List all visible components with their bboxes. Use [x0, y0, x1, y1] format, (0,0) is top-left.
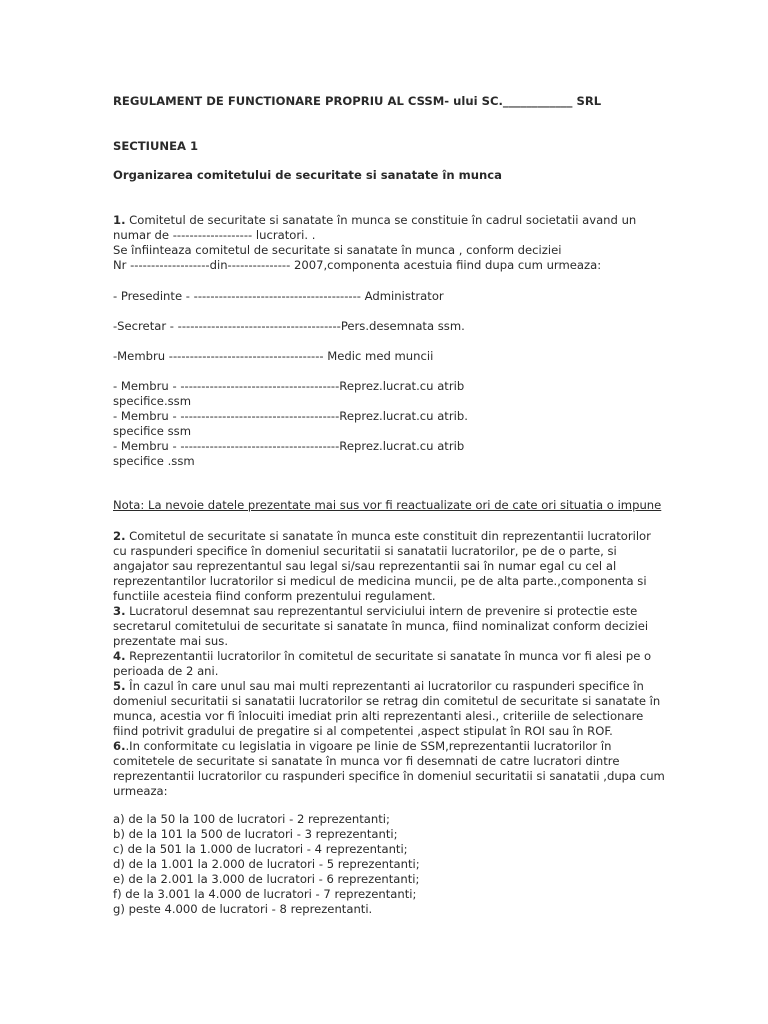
paragraph-line: prezentate mai sus. — [113, 634, 229, 648]
paragraph-line: reprezentantii lucratorilor cu raspunderi specifice în domeniul securitatii si sanatatii ,dupa cum — [113, 769, 665, 783]
document-title: REGULAMENT DE FUNCTIONARE PROPRIU AL CSSM- ului SC.____________ SRL — [113, 94, 602, 108]
section-subtitle: Organizarea comitetului de securitate si sanatate în munca — [113, 168, 502, 182]
paragraph-number: 3. — [113, 604, 126, 618]
note: Nota: La nevoie datele prezentate mai sus vor fi reactualizate ori de cate ori situatia o impune — [113, 498, 662, 512]
paragraph-number: 1. — [113, 213, 126, 227]
member-line: - Membru - --------------------------------------Reprez.lucrat.cu atrib — [113, 439, 465, 453]
list-item: c) de la 501 la 1.000 de lucratori - 4 reprezentanti; — [113, 842, 408, 856]
paragraph-number: 6. — [113, 739, 126, 753]
paragraph-line: munca, acestia vor fi înlocuiti imediat prin alti reprezentanti alesi., criteriile de selectionare — [113, 709, 644, 723]
list-item: f) de la 3.001 la 4.000 de lucratori - 7 reprezentanti; — [113, 887, 417, 901]
list-item: a) de la 50 la 100 de lucratori - 2 reprezentanti; — [113, 812, 390, 826]
list-item: e) de la 2.001 la 3.000 de lucratori - 6 reprezentanti; — [113, 872, 420, 886]
paragraph-line: 4. Reprezentantii lucratorilor în comitetul de securitate si sanatate în munca vor fi alesi pe o — [113, 649, 652, 663]
paragraph-1 — [113, 213, 698, 273]
member-secretary: -Secretar - ---------------------------------------Pers.desemnata ssm. — [113, 319, 465, 333]
section-heading: SECTIUNEA 1 — [113, 139, 199, 153]
paragraph-number: 5. — [113, 679, 126, 693]
member-line: - Membru - --------------------------------------Reprez.lucrat.cu atrib — [113, 379, 465, 393]
list-item: g) peste 4.000 de lucratori - 8 reprezentanti. — [113, 902, 373, 916]
paragraph-line: angajator sau reprezentantul sau legal si/sau reprezentantii sai în numar egal cu cel al — [113, 559, 617, 573]
member-line: specifice.ssm — [113, 394, 191, 408]
paragraph-line: 6..In conformitate cu legislatia in vigoare pe linie de SSM,reprezentantii lucratorilor în — [113, 739, 612, 753]
paragraph-line: 2. Comitetul de securitate si sanatate în munca este constituit din reprezentantii lucratorilor — [113, 529, 651, 543]
paragraph-number: 4. — [113, 649, 126, 663]
paragraph-line: perioada de 2 ani. — [113, 664, 219, 678]
list-item: b) de la 101 la 500 de lucratori - 3 reprezentanti; — [113, 827, 398, 841]
paragraph-line: fiind potrivit gradului de pregatire si al competentei ,aspect stipulat în ROI sau în ROF. — [113, 724, 613, 738]
paragraph-line: 1. Comitetul de securitate si sanatate în munca se constituie în cadrul societatii avand un — [113, 213, 637, 227]
paragraph-line: functiile acesteia fiind conform prezentului regulament. — [113, 589, 436, 603]
paragraph-line: comitetele de securitate si sanatate în munca vor fi desemnati de catre lucratori dintre — [113, 754, 620, 768]
paragraph-line: Nr -------------------din--------------- 2007,componenta acestuia fiind dupa cum urmeaza: — [113, 258, 602, 272]
paragraph-line: 5. În cazul în care unul sau mai multi reprezentanti ai lucratorilor cu raspunderi specifice în — [113, 679, 644, 693]
paragraph-line: secretarul comitetului de securitate si sanatate în munca, fiind nominalizat conform deciziei — [113, 619, 649, 633]
paragraph-line: cu raspunderi specifice în domeniul securitatii si sanatatii lucratorilor, pe de o parte, si — [113, 544, 617, 558]
representatives-list — [113, 812, 698, 917]
member-representatives — [113, 379, 698, 469]
member-doctor: -Membru ------------------------------------- Medic med muncii — [113, 349, 434, 363]
paragraph-line: Se înfiinteaza comitetul de securitate si sanatate în munca , conform deciziei — [113, 243, 562, 257]
paragraphs-2-6 — [113, 529, 698, 799]
paragraph-number: 2. — [113, 529, 126, 543]
member-line: specifice .ssm — [113, 454, 195, 468]
paragraph-line: domeniul securitatii si sanatatii lucratorilor se retrag din comitetul de securitate si sanatate în — [113, 694, 661, 708]
paragraph-line: 3. Lucratorul desemnat sau reprezentantul serviciului intern de prevenire si protectie este — [113, 604, 638, 618]
paragraph-line: urmeaza: — [113, 784, 168, 798]
list-item: d) de la 1.001 la 2.000 de lucratori - 5 reprezentanti; — [113, 857, 420, 871]
paragraph-line: numar de ------------------- lucratori. . — [113, 228, 316, 242]
member-president: - Presedinte - ---------------------------------------- Administrator — [113, 289, 444, 303]
member-line: - Membru - --------------------------------------Reprez.lucrat.cu atrib. — [113, 409, 468, 423]
member-line: specifice ssm — [113, 424, 191, 438]
paragraph-line: reprezentantilor lucratorilor si medicul de medicina muncii, pe de alta parte.,componenta si — [113, 574, 647, 588]
